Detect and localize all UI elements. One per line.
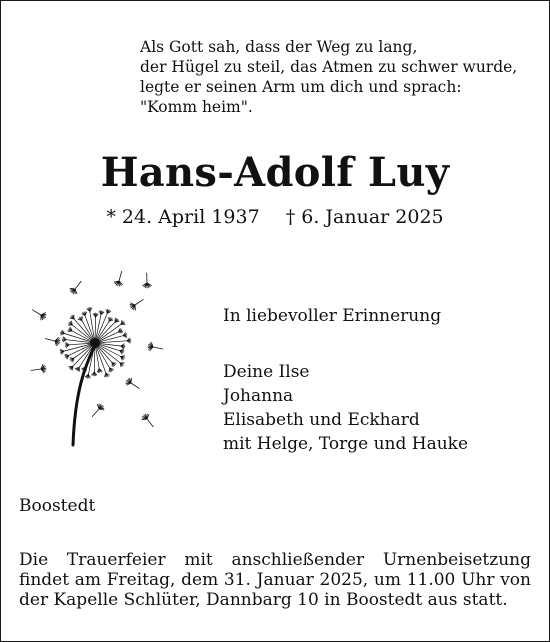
- mourner-name: Johanna: [223, 386, 294, 406]
- life-dates: [1, 206, 549, 228]
- ceremony-line: findet am Freitag, dem 31. Januar 2025, um 11.00 Uhr von: [19, 570, 531, 590]
- poem-line: Als Gott sah, dass der Weg zu lang,: [140, 38, 418, 56]
- ceremony-info: [19, 550, 531, 610]
- death-date: † 6. Januar 2025: [285, 206, 444, 228]
- ceremony-line: der Kapelle Schlüter, Dannbarg 10 in Boostedt aus statt.: [19, 590, 508, 610]
- poem-line: "Komm heim".: [140, 98, 253, 116]
- deceased-name: Hans-Adolf Luy: [100, 149, 450, 196]
- poem-line: der Hügel zu steil, das Atmen zu schwer wurde,: [140, 58, 518, 76]
- poem: [140, 37, 517, 117]
- remembrance-intro: In liebevoller Erinnerung: [223, 306, 442, 326]
- mourner-name: mit Helge, Torge und Hauke: [223, 434, 469, 454]
- poem-line: legte er seinen Arm um dich und sprach:: [140, 78, 462, 96]
- ceremony-line: Die Trauerfeier mit anschließender Urnenbeisetzung: [19, 550, 531, 570]
- mourner-name: Deine Ilse: [223, 362, 310, 382]
- dandelion-icon: [27, 271, 177, 451]
- birth-date: * 24. April 1937: [106, 206, 260, 228]
- mourner-name: Elisabeth und Eckhard: [223, 410, 420, 430]
- place: Boostedt: [19, 496, 96, 516]
- mourners: [223, 304, 468, 456]
